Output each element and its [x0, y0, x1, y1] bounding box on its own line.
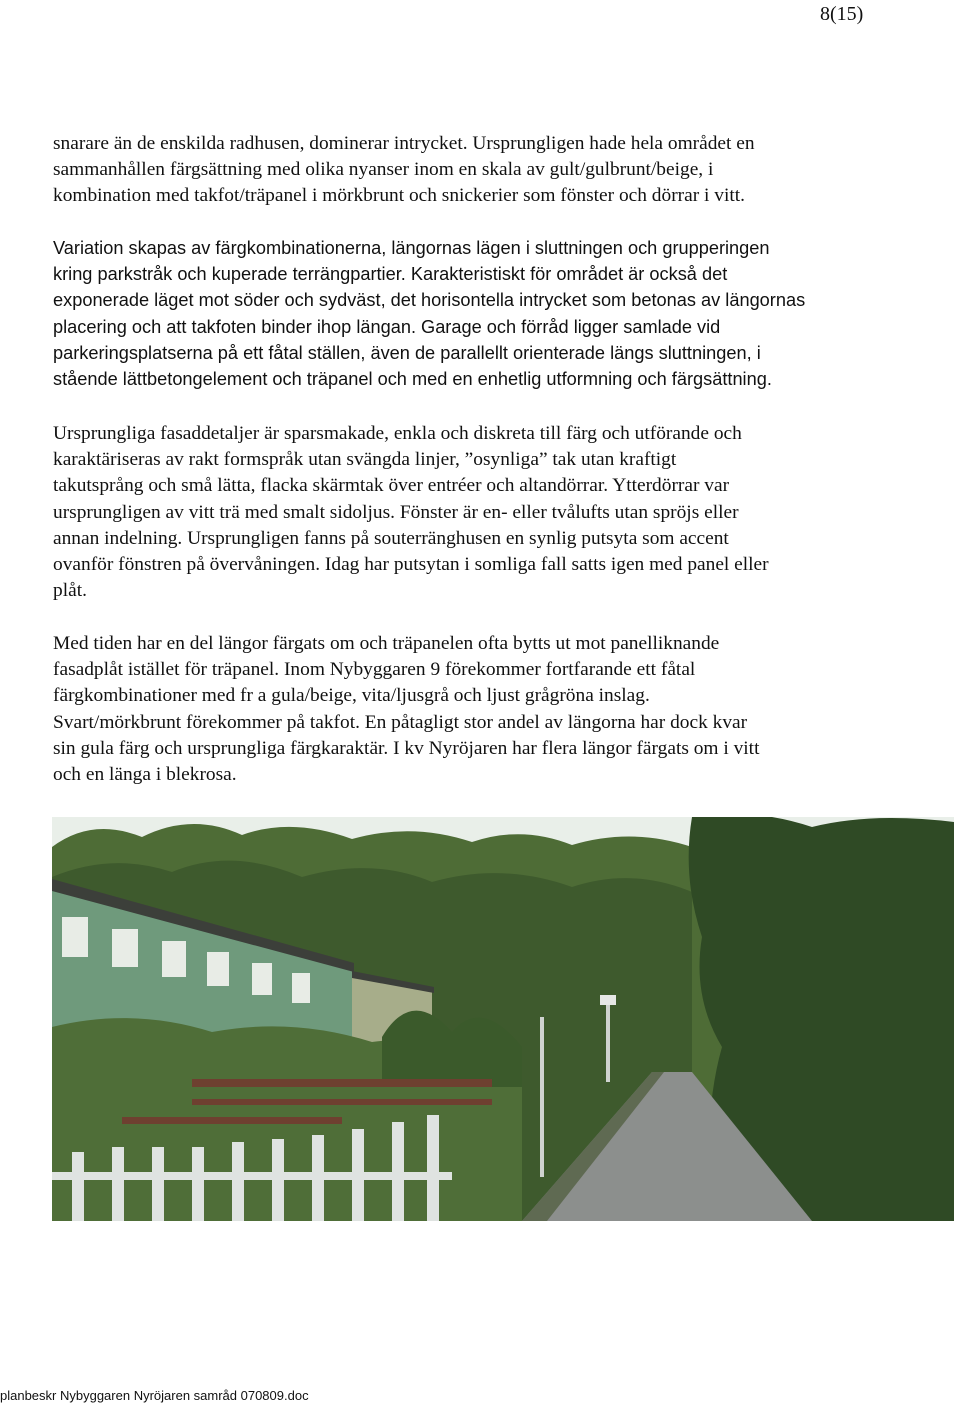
paragraph-2 — [53, 235, 903, 392]
text-line: ovanför fönstren på övervåningen. Idag har putsytan i somliga fall satts igen med panel eller — [53, 554, 769, 576]
lamp-post — [606, 1002, 610, 1082]
text-line: Med tiden har en del längor färgats om och träpanelen ofta bytts ut mot panelliknande — [53, 633, 720, 654]
text-line: färgkombinationer med fr a gula/beige, vita/ljusgrå och ljust grågröna inslag. — [53, 685, 650, 707]
text-line: fasadplåt istället för träpanel. Inom Nybyggaren 9 förekommer fortfarande ett fåtal — [53, 659, 696, 681]
text-line: snarare än de enskilda radhusen, dominerar intrycket. Ursprungligen hade hela området en — [53, 133, 755, 154]
text-line: Svart/mörkbrunt förekommer på takfot. En påtagligt stor andel av längorna har dock kvar — [53, 711, 748, 733]
text-line: Ursprungliga fasaddetaljer är sparsmakade, enkla och diskreta till färg och utförande och — [53, 423, 742, 444]
text-line: ursprungligen av vitt trä med smalt sidoljus. Fönster är en- eller tvålufts utan spröjs eller — [53, 501, 739, 523]
photo-illustration — [52, 817, 954, 1221]
footer-filename: planbeskr Nybyggaren Nyröjaren samråd 070809.doc — [0, 1388, 309, 1403]
text-line: karaktäriseras av rakt formspråk utan svängda linjer, ”osynliga” tak utan kraftigt — [53, 449, 677, 471]
paragraph-4 — [53, 631, 903, 788]
text-line: stående lättbetongelement och träpanel och med en enhetlig utformning och färgsättning. — [53, 369, 772, 390]
paragraph-3 — [53, 421, 903, 604]
birdhouse — [600, 995, 616, 1005]
text-line: och en länga i blekrosa. — [53, 764, 237, 786]
text-line: Variation skapas av färgkombinationerna, längornas lägen i sluttningen och grupperingen — [53, 238, 770, 258]
paragraph-1 — [53, 131, 903, 210]
text-line: takutsprång och små lätta, flacka skärmtak över entréer och altandörrar. Ytterdörrar var — [53, 475, 730, 497]
text-line: annan indelning. Ursprungligen fanns på souterränghusen en synlig putsyta som accent — [53, 527, 729, 549]
text-line: exponerade läget mot söder och sydväst, det horisontella intrycket som betonas av längornas — [53, 290, 806, 311]
page-number: 8(15) — [820, 3, 864, 25]
text-line: parkeringsplatserna på ett fåtal ställen, även de parallellt orienterade längs sluttningen, i — [53, 342, 761, 363]
text-line: placering och att takfoten binder ihop längan. Garage och förråd ligger samlade vid — [53, 316, 721, 337]
text-line: sammanhållen färgsättning med olika nyanser inom en skala av gult/gulbrunt/beige, i — [53, 159, 714, 181]
text-line: plåt. — [53, 580, 87, 602]
text-line: kring parkstråk och kuperade terrängpartier. Karakteristiskt för området är också det — [53, 264, 728, 285]
neighborhood-photo — [52, 817, 954, 1221]
lamp-post — [540, 1017, 544, 1177]
text-line: sin gula färg och ursprungliga färgkaraktär. I kv Nyröjaren har flera längor färgats om i vitt — [53, 737, 760, 759]
text-line: kombination med takfot/träpanel i mörkbrunt och snickerier som fönster och dörrar i vitt. — [53, 185, 745, 207]
